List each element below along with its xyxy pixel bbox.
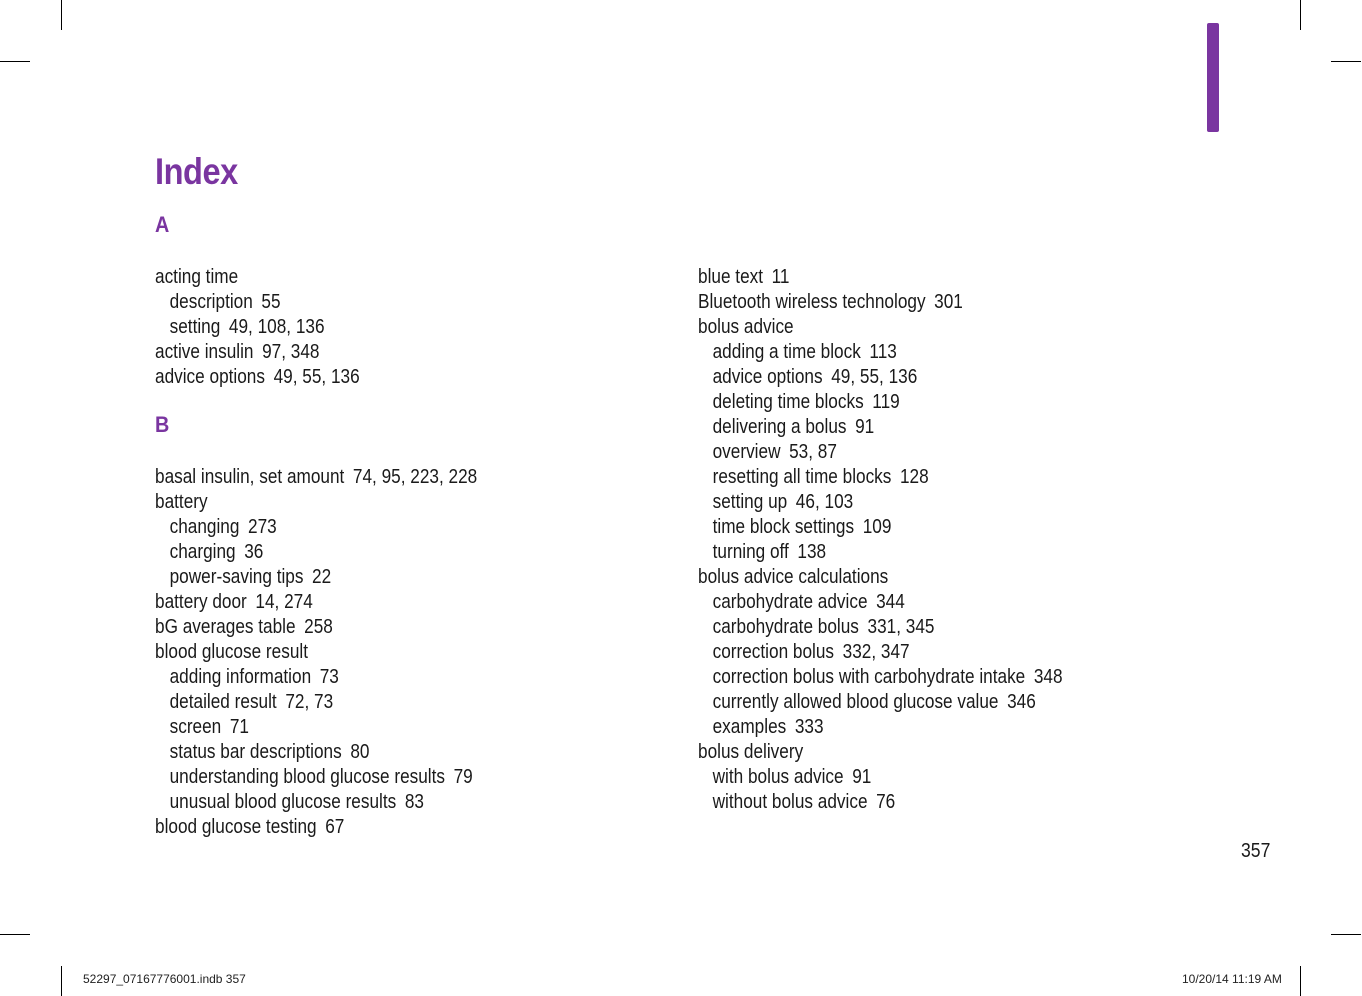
crop-mark bbox=[1331, 934, 1361, 935]
index-subentry: resetting all time blocks 128 bbox=[712, 466, 929, 488]
index-entry: blood glucose result bbox=[155, 641, 308, 663]
index-entry: bolus delivery bbox=[698, 741, 804, 763]
page-number: 357 bbox=[1241, 840, 1271, 862]
section-letter-b: B bbox=[155, 412, 170, 437]
index-subentry: setting 49, 108, 136 bbox=[169, 316, 325, 338]
index-subentry: carbohydrate advice 344 bbox=[712, 591, 905, 613]
index-subentry: changing 273 bbox=[169, 516, 277, 538]
index-subentry: correction bolus 332, 347 bbox=[712, 641, 910, 663]
index-subentry: turning off 138 bbox=[712, 541, 827, 563]
index-subentry: correction bolus with carbohydrate intake 348 bbox=[712, 666, 1063, 688]
index-subentry: examples 333 bbox=[712, 716, 824, 738]
crop-mark bbox=[1331, 61, 1361, 62]
crop-mark bbox=[1300, 966, 1301, 996]
index-subentry: overview 53, 87 bbox=[712, 441, 837, 463]
index-subentry: advice options 49, 55, 136 bbox=[712, 366, 918, 388]
index-subentry: adding a time block 113 bbox=[712, 341, 897, 363]
index-entry: Bluetooth wireless technology 301 bbox=[698, 291, 963, 313]
index-entry: battery bbox=[155, 491, 208, 513]
slug-date-info: 10/20/14 11:19 AM bbox=[1182, 972, 1282, 986]
index-subentry: carbohydrate bolus 331, 345 bbox=[712, 616, 935, 638]
index-subentry: without bolus advice 76 bbox=[712, 791, 896, 813]
index-entry: active insulin 97, 348 bbox=[155, 341, 320, 363]
slug-file-info: 52297_07167776001.indb 357 bbox=[83, 972, 246, 986]
index-subentry: delivering a bolus 91 bbox=[712, 416, 875, 438]
section-letter-a: A bbox=[155, 212, 170, 237]
index-subentry: screen 71 bbox=[169, 716, 249, 738]
index-entry: bG averages table 258 bbox=[155, 616, 333, 638]
index-entry: acting time bbox=[155, 266, 239, 288]
index-subentry: understanding blood glucose results 79 bbox=[169, 766, 473, 788]
index-subentry: deleting time blocks 119 bbox=[712, 391, 900, 413]
index-entry: bolus advice bbox=[698, 316, 794, 338]
index-subentry: setting up 46, 103 bbox=[712, 491, 854, 513]
index-subentry: with bolus advice 91 bbox=[712, 766, 872, 788]
index-subentry: power-saving tips 22 bbox=[169, 566, 332, 588]
index-subentry: adding information 73 bbox=[169, 666, 339, 688]
crop-mark bbox=[0, 61, 30, 62]
index-subentry: description 55 bbox=[169, 291, 281, 313]
crop-mark bbox=[61, 0, 62, 30]
index-subentry: status bar descriptions 80 bbox=[169, 741, 370, 763]
index-subentry: charging 36 bbox=[169, 541, 264, 563]
index-entry: blood glucose testing 67 bbox=[155, 816, 345, 838]
crop-mark bbox=[61, 966, 62, 996]
page-title: Index bbox=[155, 151, 238, 192]
index-entry: battery door 14, 274 bbox=[155, 591, 313, 613]
index-entry: advice options 49, 55, 136 bbox=[155, 366, 360, 388]
index-entry: blue text 11 bbox=[698, 266, 790, 288]
crop-mark bbox=[1300, 0, 1301, 30]
crop-mark bbox=[0, 934, 30, 935]
index-entry: basal insulin, set amount 74, 95, 223, 228 bbox=[155, 466, 478, 488]
section-tab-bar bbox=[1207, 23, 1219, 132]
index-subentry: detailed result 72, 73 bbox=[169, 691, 334, 713]
index-subentry: unusual blood glucose results 83 bbox=[169, 791, 424, 813]
index-entry: bolus advice calculations bbox=[698, 566, 889, 588]
index-subentry: currently allowed blood glucose value 346 bbox=[712, 691, 1036, 713]
index-subentry: time block settings 109 bbox=[712, 516, 892, 538]
